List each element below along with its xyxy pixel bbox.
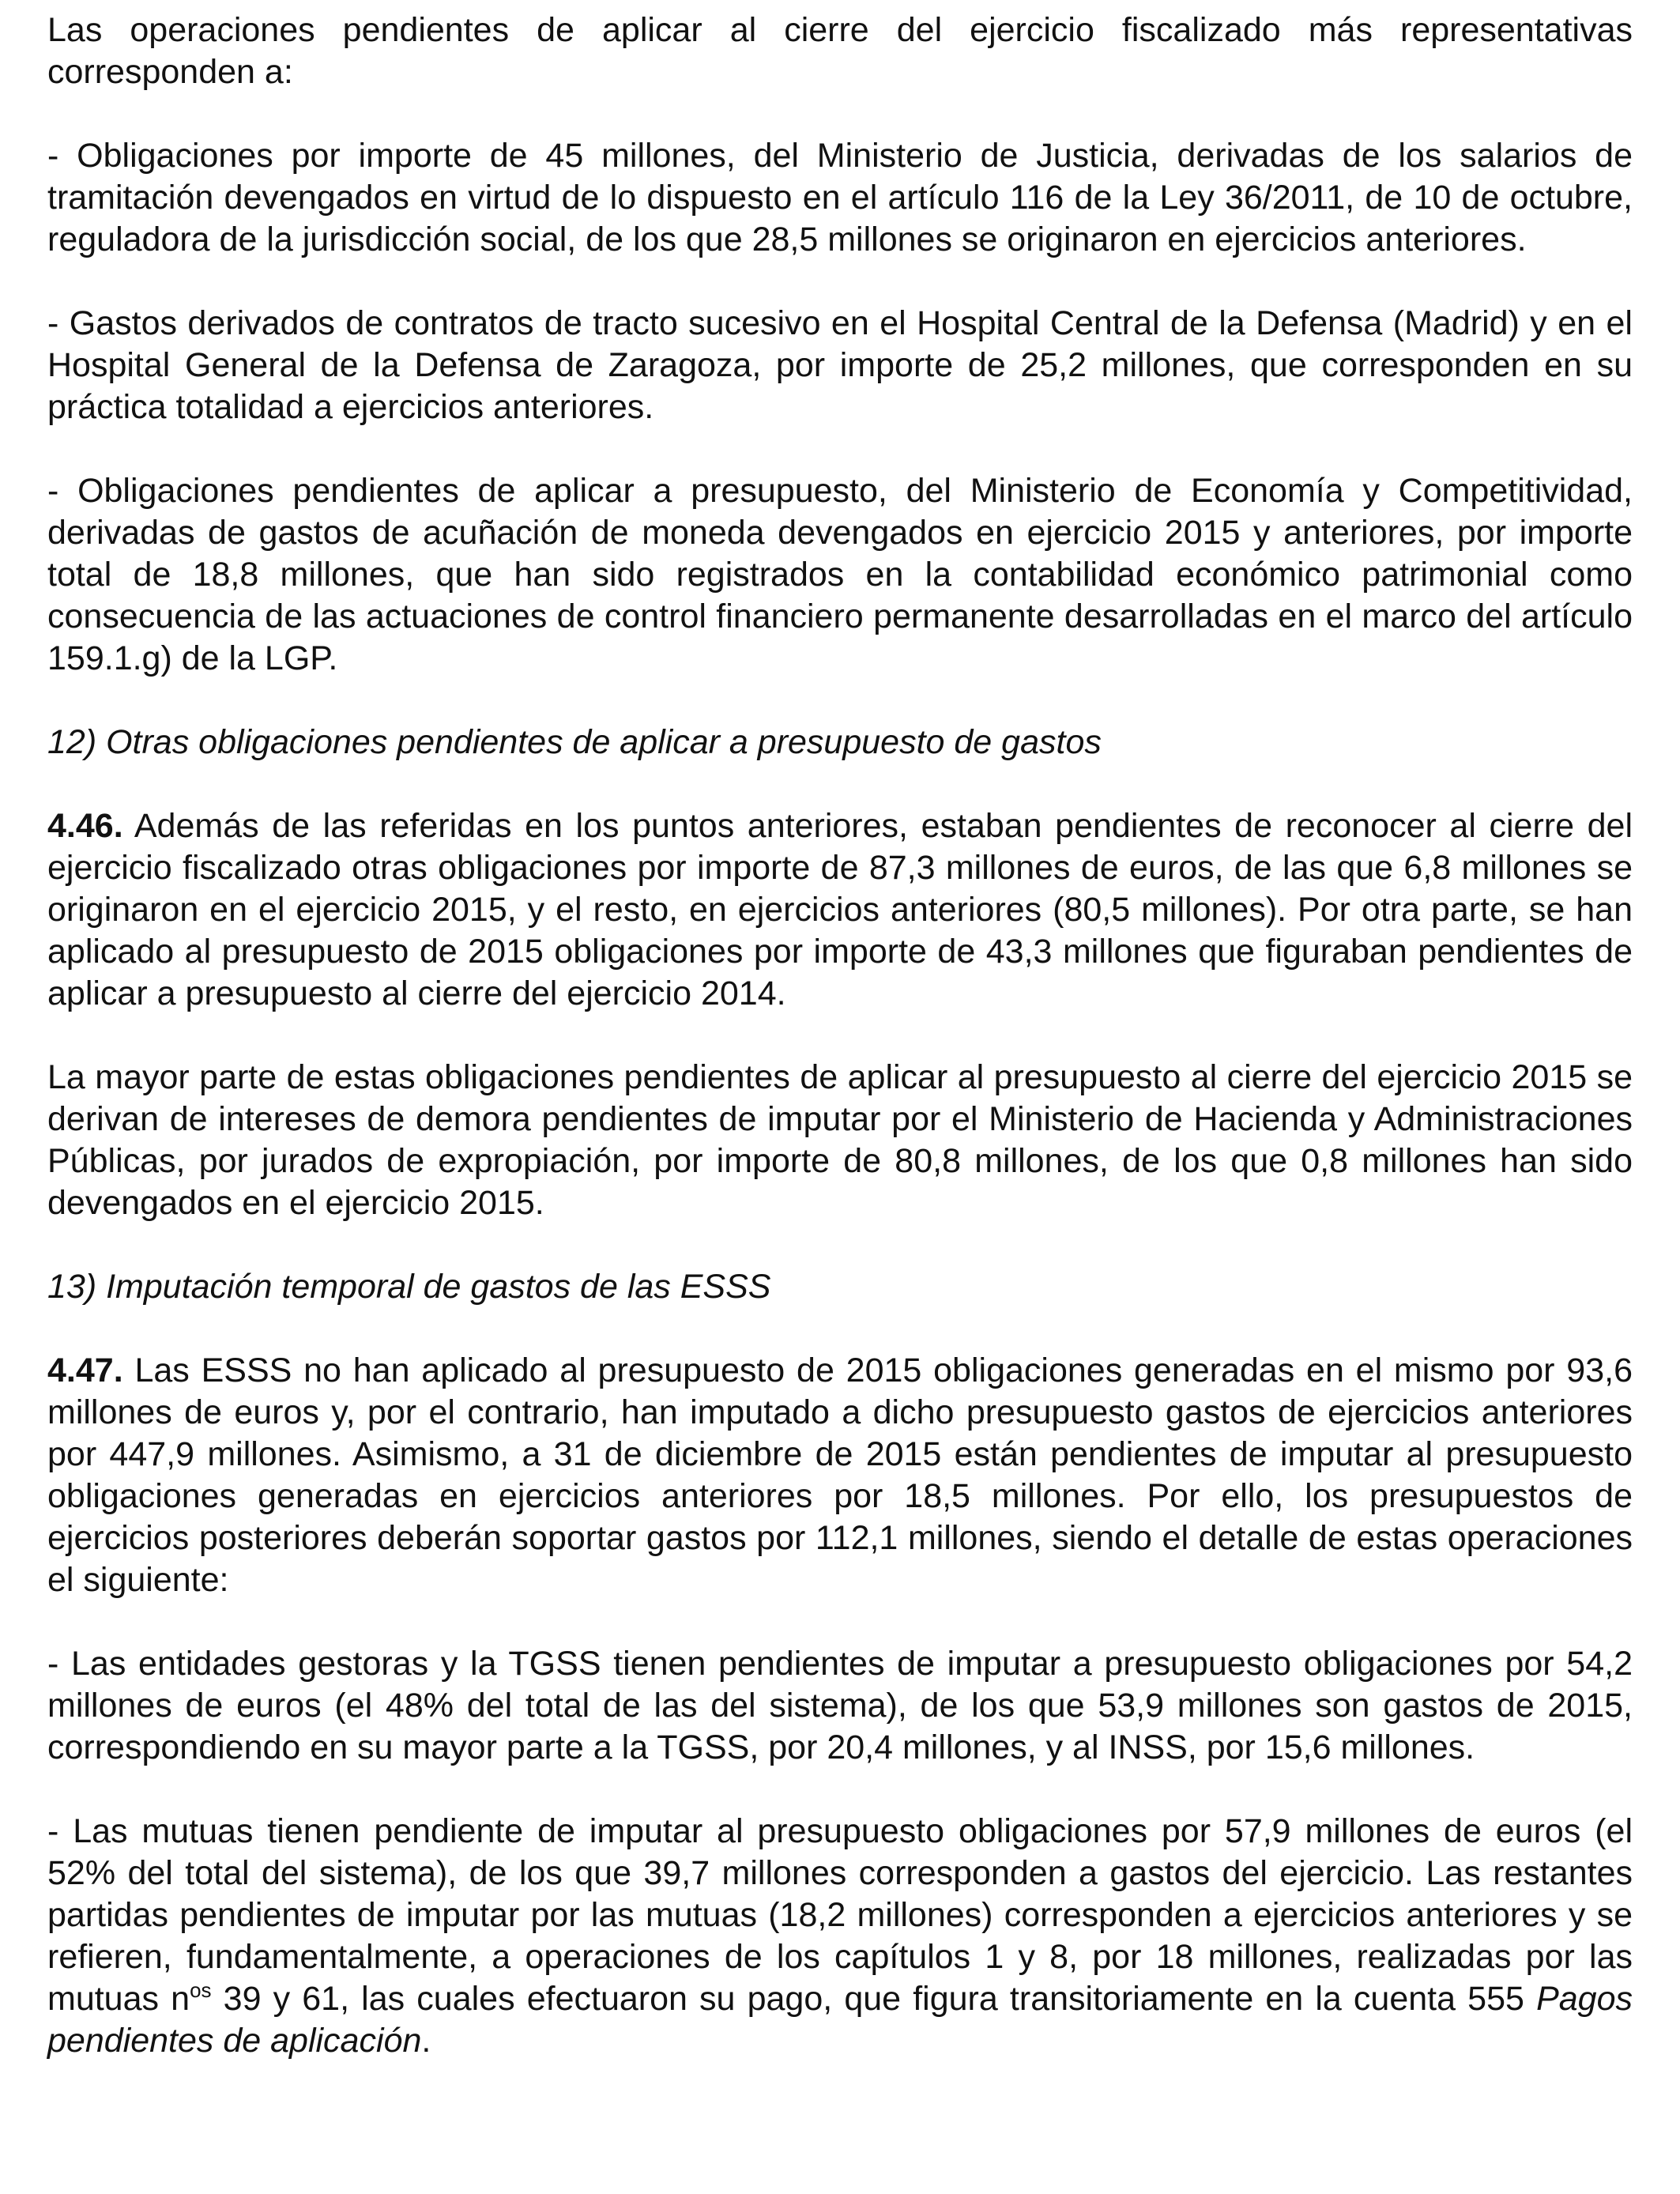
list-item-mutuas — [47, 1811, 1633, 2062]
paragraph-4-47-text: Las ESSS no han aplicado al presupuesto de 2015 obligaciones generadas en el mismo por 93,6 millones de euros y, por el contrario, han imputado a dicho presupuesto gastos de ejercicios anteriores por 447,9 millones. Asimismo, a 31 de diciembre de 2015 están pendientes de imputar al presupuesto obligaciones generadas en ejercicios anteriores por 18,5 millones. Por ello, los presupuestos de ejercicios posteriores deberán soportar gastos por 112,1 millones, siendo el detalle de estas operaciones el siguiente: — [47, 1351, 1633, 1599]
list-item-defensa: - Gastos derivados de contratos de tracto sucesivo en el Hospital Central de la Defensa (Madrid) y en el Hospital General de la Defensa de Zaragoza, por importe de 25,2 millones, que corresponden en su práctica totalidad a ejercicios anteriores. — [47, 304, 1633, 426]
superscript-os: os — [190, 1978, 212, 2002]
list-item-mutuas-text-a: - Las mutuas tienen pendiente de imputar al presupuesto obligaciones por 57,9 millones de euros (el 52% del total del sistema), de los que 39,7 millones corresponden a gastos del ejercicio. Las restantes partidas pendientes de imputar por las mutuas (18,2 millones) corresponden a ejercicios anteriores y se refieren, fundamentalmente, a operaciones de los capítulos 1 y 8, por 18 millones, realizadas por las mutuas n — [47, 1812, 1633, 2018]
list-item-mutuas-text-b: 39 y 61, las cuales efectuaron su pago, que figura transitoriamente en la cuenta 555 — [211, 1980, 1537, 2018]
list-item-gestoras: - Las entidades gestoras y la TGSS tienen pendientes de imputar a presupuesto obligaciones por 54,2 millones de euros (el 48% del total de las del sistema), de los que 53,9 millones son gastos de 2015, correspondiendo en su mayor parte a la TGSS, por 20,4 millones, y al INSS, por 15,6 millones. — [47, 1645, 1633, 1766]
account-name-italic: Pagos pendientes de aplicación — [47, 1980, 1633, 2060]
section-heading-13: 13) Imputación temporal de gastos de las ESSS — [47, 1268, 771, 1306]
paragraph-number-4-47: 4.47. — [47, 1351, 123, 1389]
paragraph-number-4-46: 4.46. — [47, 807, 123, 845]
paragraph-4-46-text: Además de las referidas en los puntos anteriores, estaban pendientes de reconocer al cierre del ejercicio fiscalizado otras obligaciones por importe de 87,3 millones de euros, de las que 6,8 millones se originaron en el ejercicio 2015, y el resto, en ejercicios anteriores (80,5 millones). Por otra parte, se han aplicado al presupuesto de 2015 obligaciones por importe de 43,3 millones que figuraban pendientes de aplicar a presupuesto al cierre del ejercicio 2014. — [47, 807, 1633, 1012]
paragraph-4-47 — [47, 1350, 1633, 1601]
section-heading-12: 12) Otras obligaciones pendientes de aplicar a presupuesto de gastos — [47, 723, 1102, 761]
paragraph-4-46 — [47, 805, 1633, 1015]
list-item-mutuas-end: . — [421, 2022, 431, 2060]
list-item-economia: - Obligaciones pendientes de aplicar a presupuesto, del Ministerio de Economía y Competitividad, derivadas de gastos de acuñación de moneda devengados en ejercicio 2015 y anteriores, por importe total de 18,8 millones, que han sido registrados en la contabilidad económico patrimonial como consecuencia de las actuaciones de control financiero permanente desarrolladas en el marco del artículo 159.1.g) de la LGP. — [47, 472, 1633, 677]
document-page — [47, 9, 1633, 2062]
intro-paragraph: Las operaciones pendientes de aplicar al cierre del ejercicio fiscalizado más representativas corresponden a: — [47, 11, 1633, 91]
list-item-justicia: - Obligaciones por importe de 45 millones, del Ministerio de Justicia, derivadas de los salarios de tramitación devengados en virtud de lo dispuesto en el artículo 116 de la Ley 36/2011, de 10 de octubre, reguladora de la jurisdicción social, de los que 28,5 millones se originaron en ejercicios anteriores. — [47, 137, 1633, 258]
paragraph-4-46-followup: La mayor parte de estas obligaciones pendientes de aplicar al presupuesto al cierre del ejercicio 2015 se derivan de intereses de demora pendientes de imputar por el Ministerio de Hacienda y Administraciones Públicas, por jurados de expropiación, por importe de 80,8 millones, de los que 0,8 millones han sido devengados en el ejercicio 2015. — [47, 1058, 1633, 1222]
